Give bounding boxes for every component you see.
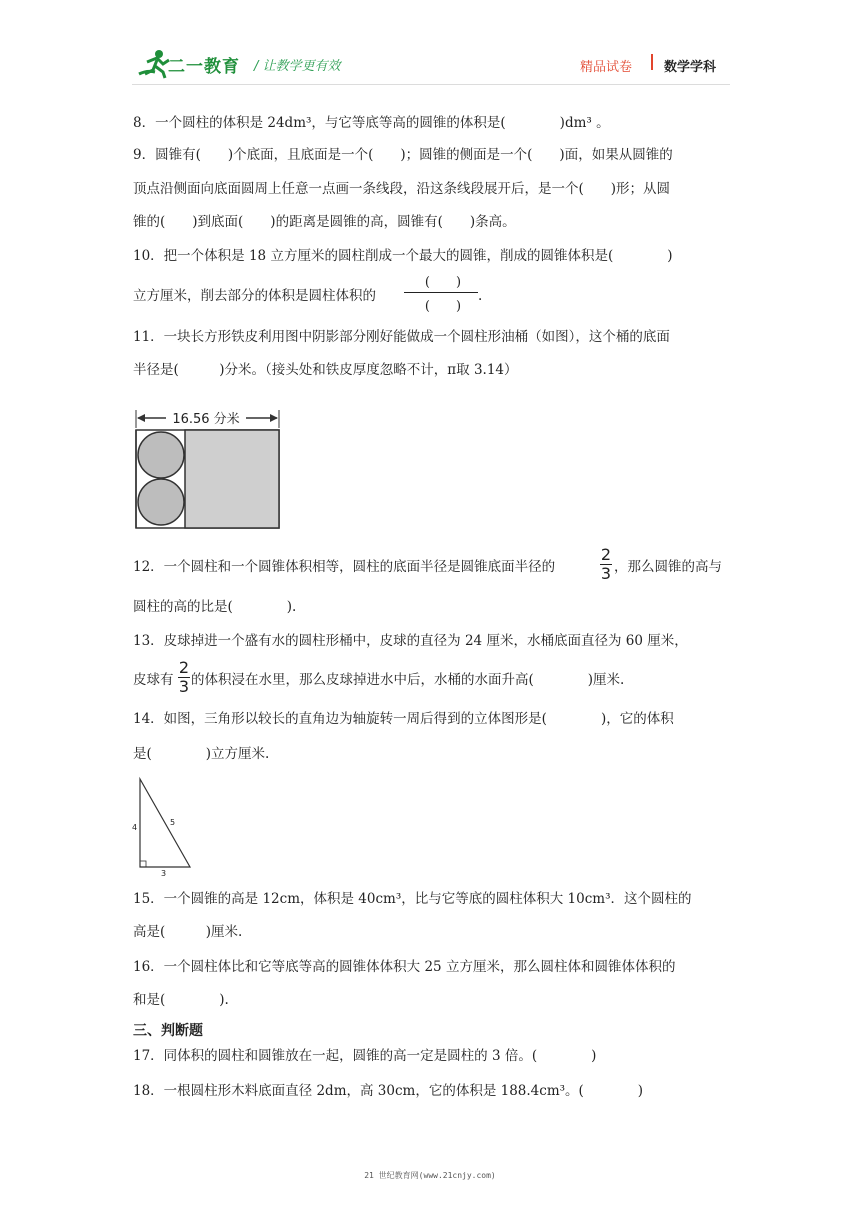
section-3-title: 三、判断题 <box>133 1023 203 1039</box>
question-15-line-1: 15．一个圆锥的高是 12cm，体积是 40cm³，比与它等底的圆柱体积大 10cm³．这个圆柱的 <box>133 891 692 907</box>
q10-fraction-denominator: ( ) <box>424 299 462 314</box>
question-11-line-1: 11．一块长方形铁皮利用图中阴影部分刚好能做成一个圆柱形油桶（如图），这个桶的底面 <box>133 329 670 345</box>
question-10-line-1: 10．把一个体积是 18 立方厘米的圆柱削成一个最大的圆锥，削成的圆锥体积是( ) <box>133 248 673 264</box>
q13-fraction-denominator: 3 <box>178 677 190 696</box>
question-10-line-2: 立方厘米，削去部分的体积是圆柱体积的 <box>133 288 376 304</box>
logo-text: 二一教育 <box>168 57 240 77</box>
question-15-line-2: 高是( )厘米. <box>133 924 243 940</box>
question-12-line-1b: ，那么圆锥的高与 <box>614 559 722 575</box>
right-angle-mark <box>140 861 146 867</box>
question-9-line-3: 锥的( )到底面( )的距离是圆锥的高，圆锥有( )条高。 <box>133 214 516 230</box>
header-separator <box>651 54 653 70</box>
question-16-line-2: 和是( ). <box>133 992 229 1008</box>
header-divider <box>132 84 730 85</box>
q12-fraction-numerator: 2 <box>600 545 612 564</box>
quality-tag: 精品试卷 <box>580 60 633 75</box>
page-header <box>0 0 860 95</box>
slogan: / 让教学更有效 <box>254 59 341 74</box>
question-14-line-1: 14．如图，三角形以较长的直角边为轴旋转一周后得到的立体图形是( )，它的体积 <box>133 711 674 727</box>
question-11-line-2: 半径是( )分米。（接头处和铁皮厚度忽略不计，π取 3.14） <box>133 362 518 378</box>
subject-tag: 数学学科 <box>664 60 717 75</box>
question-9-line-1: 9．圆锥有( )个底面，且底面是一个( )；圆锥的侧面是一个( )面，如果从圆锥的 <box>133 147 673 163</box>
side-a-label: 4 <box>132 823 138 832</box>
question-9-line-2: 顶点沿侧面向底面圆周上任意一点画一条线段，沿这条线段展开后，是一个( )形；从圆 <box>133 181 671 197</box>
sheet-width-label: 16.56 分米 <box>172 412 240 427</box>
question-8: 8．一个圆柱的体积是 24dm³，与它等底等高的圆锥的体积是( )dm³ 。 <box>133 115 610 131</box>
question-14-line-2: 是( )立方厘米. <box>133 746 270 762</box>
right-triangle <box>140 779 190 867</box>
sheet-figure <box>130 402 285 532</box>
shaded-rectangle <box>185 430 279 528</box>
q12-fraction-denominator: 3 <box>600 564 612 583</box>
triangle-figure <box>128 775 198 880</box>
question-17: 17．同体积的圆柱和圆锥放在一起，圆锥的高一定是圆柱的 3 倍。( ) <box>133 1048 597 1064</box>
question-13-line-2b: 的体积浸在水里，那么皮球掉进水中后，水桶的水面升高( )厘米. <box>191 672 625 688</box>
question-18: 18．一根圆柱形木料底面直径 2dm，高 30cm，它的体积是 188.4cm³。( ) <box>133 1083 644 1099</box>
question-13-line-1: 13．皮球掉进一个盛有水的圆柱形桶中，皮球的直径为 24 厘米，水桶底面直径为 60 厘米， <box>133 633 688 649</box>
bottom-circle <box>138 479 184 525</box>
question-13-line-2a: 皮球有 <box>133 672 174 688</box>
q13-fraction-numerator: 2 <box>178 658 190 677</box>
side-c-label: 3 <box>161 869 167 878</box>
question-12-line-1a: 12．一个圆柱和一个圆锥体积相等，圆柱的底面半径是圆锥底面半径的 <box>133 559 556 575</box>
page-footer: 21 世纪教育网(www.21cnjy.com) <box>364 1171 496 1180</box>
side-b-label: 5 <box>170 818 176 827</box>
q10-fraction-numerator: ( ) <box>424 275 462 290</box>
question-12-line-2: 圆柱的高的比是( ). <box>133 599 297 615</box>
question-16-line-1: 16．一个圆柱体比和它等底等高的圆锥体体积大 25 立方厘米，那么圆柱体和圆锥体体积的 <box>133 959 676 975</box>
q10-end: . <box>478 288 483 304</box>
q10-fraction-bar <box>404 292 478 293</box>
top-circle <box>138 432 184 478</box>
